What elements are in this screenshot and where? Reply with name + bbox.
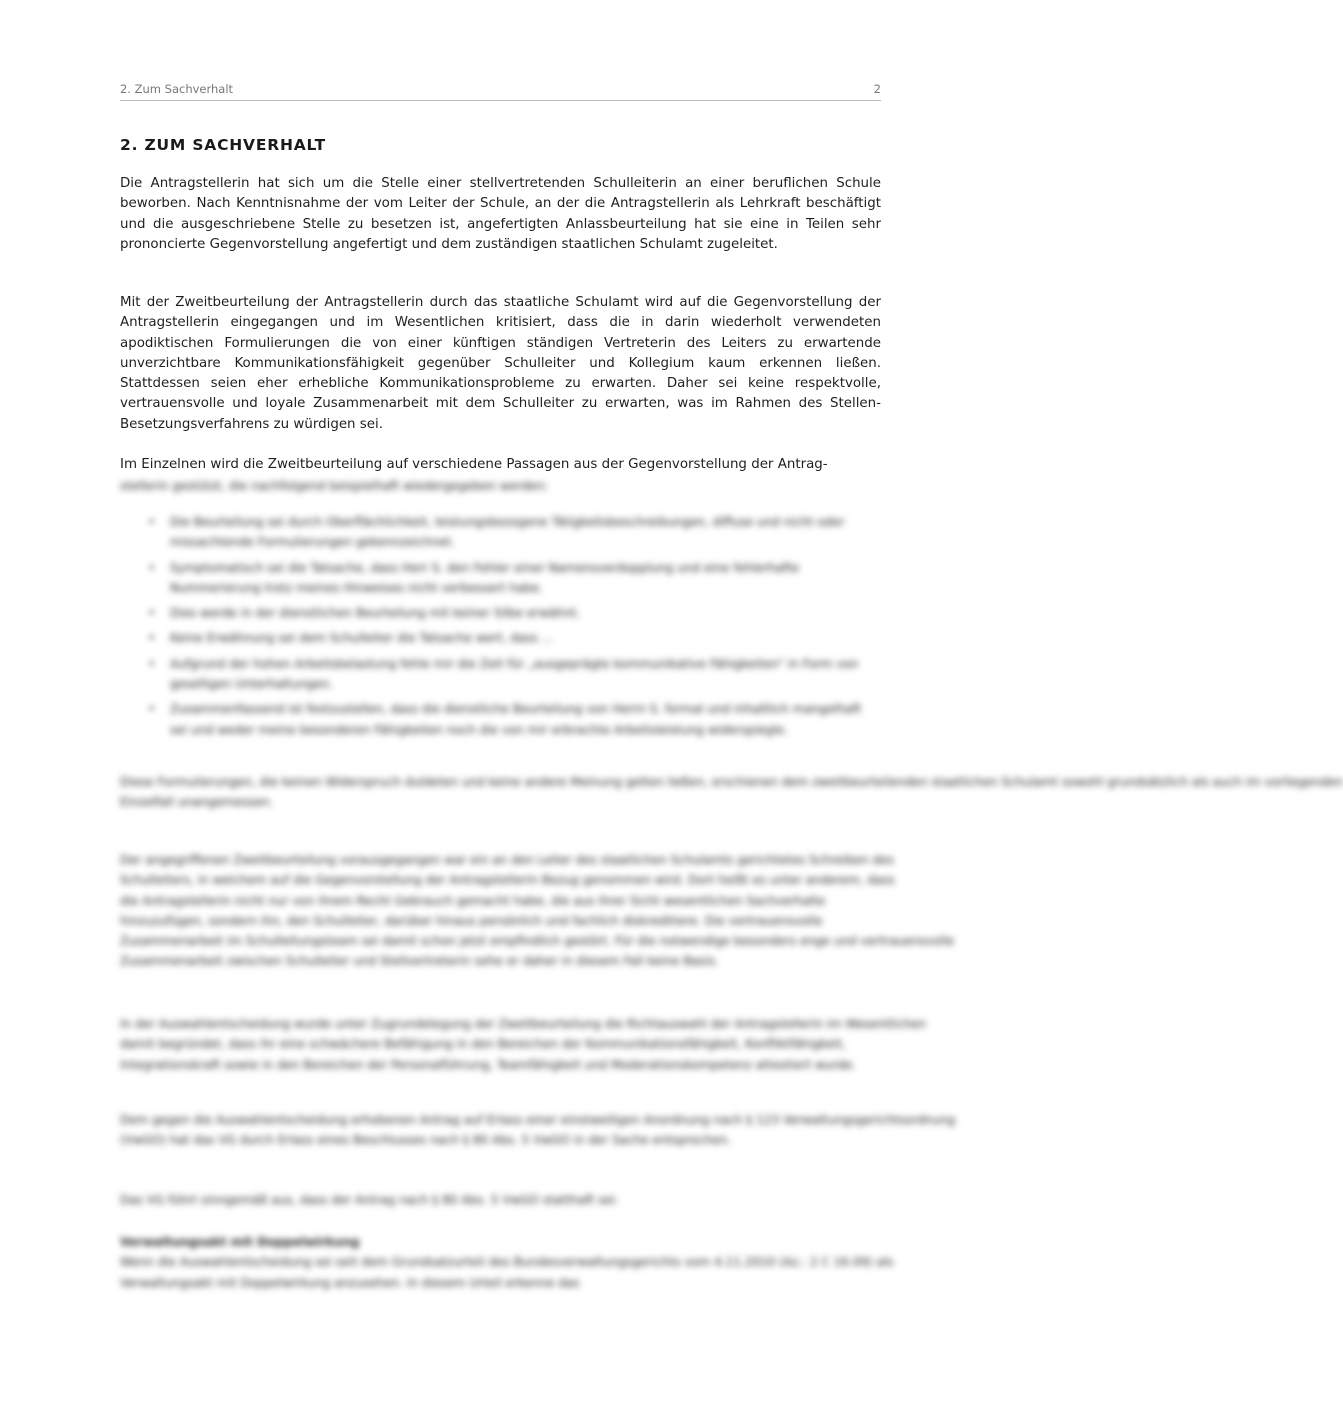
list-item — [148, 512, 881, 553]
blurred-line: Integrationskraft sowie in den Bereichen der Personalführung, Teamfähigkeit und Moderationskompetenz attestiert wurde. — [120, 1057, 856, 1072]
list-item-text: Keine Erwähnung sei dem Schulleiter die Tatsache wert, dass ... — [170, 631, 554, 646]
blurred-line: damit begründet, dass ihr eine schwächere Befähigung in den Bereichen der Kommunikationsfähigkeit, Konfliktfähigkeit, — [120, 1037, 846, 1052]
blurred-paragraph-7 — [120, 1110, 956, 1151]
blurred-line: In der Auswahlentscheidung wurde unter Zugrundelegung der Zweitbeurteilung die Richtauswahl der Antragstellerin im Wesentlichen — [120, 1017, 927, 1031]
header-page-number: 2 — [873, 82, 881, 96]
blurred-paragraph-4 — [120, 772, 1343, 813]
blurred-line: Zusammenarbeit im Schulleitungsteam sei damit schon jetzt empfindlich gestört. Für die notwendige besonders enge und vertrauensvolle — [120, 934, 955, 949]
bullet-icon: • — [148, 606, 156, 621]
bullet-icon: • — [148, 631, 156, 646]
blurred-line: Dem gegen die Auswahlentscheidung erhobenen Antrag auf Erlass einer einstweiligen Anordnung nach § 123 Verwaltungsgerichtsordnung — [120, 1113, 956, 1127]
bullet-icon: • — [148, 560, 156, 575]
list-item-text: Zusammenfassend ist festzustellen, dass die dienstliche Beurteilung von Herrn S. formal und inhaltlich mangelhaft sei und weder meine besonderen Fähigkeiten noch die von mir erbrachte Arbeitsleistung widerspiegle. — [170, 702, 862, 737]
blurred-line: hinzuzufügen, sondern ihn, den Schulleiter, darüber hinaus persönlich und fachlich diskreditiere. Die vertrauensvolle — [120, 913, 823, 928]
blurred-paragraph-8 — [120, 1190, 881, 1210]
blurred-line: die Antragstellerin nicht nur von ihrem Recht Gebrauch gemacht habe, die aus ihrer Sicht wesentlichen Sachverhalte — [120, 893, 826, 908]
header-section-title: 2. Zum Sachverhalt — [120, 82, 234, 96]
blurred-paragraph-3-end — [120, 476, 881, 496]
bullet-icon: • — [148, 702, 156, 717]
list-item — [148, 654, 881, 695]
blurred-line: Einzelfall unangemessen. — [120, 795, 274, 810]
bullet-icon: • — [148, 515, 156, 529]
blurred-subsection — [120, 1232, 894, 1293]
list-item-text: Die Beurteilung sei durch Oberflächlichkeit, leistungsbezogene Tätigkeitsbeschreibungen, diffuse und nicht oder missachtende Formulierungen gekennzeichnet. — [170, 515, 845, 550]
paragraph-2: Mit der Zweitbeurteilung der Antragstellerin durch das staatliche Schulamt wird auf die Gegenvorstellung der Antragstellerin eingegangen und im Wesentlichen kritisiert, dass die in darin wiederholt verwendeten apodiktischen Formulierungen die von einer künftigen ständigen Vertreterin des Leiters zu erwartende unverzichtbare Kommunikationsfähigkeit gegenüber Schulleiter und Kollegium kaum erkennen ließen. Stattdessen seien eher erhebliche Kommunikationsprobleme zu erwarten. Daher sei keine respektvolle, vertrauensvolle und loyale Zusammenarbeit mit dem Schulleiter zu erwarten, was im Rahmen des Stellen-Besetzungsverfahrens zu würdigen sei. — [120, 295, 881, 432]
blurred-paragraph-5 — [120, 850, 955, 972]
paragraph-3: Im Einzelnen wird die Zweitbeurteilung auf verschiedene Passagen aus der Gegenvorstellung der Antrag- — [120, 457, 828, 472]
blurred-bullet-list — [148, 512, 881, 745]
list-item — [148, 628, 881, 648]
blurred-line: Der angegriffenen Zweitbeurteilung vorausgegangen war ein an den Leiter des staatlichen Schulamts gerichtetes Schreiben des — [120, 853, 894, 867]
paragraph-1: Die Antragstellerin hat sich um die Stelle einer stellvertretenden Schulleiterin an einer beruflichen Schule beworben. Nach Kenntnisnahme der vom Leiter der Schule, an der die Antragstellerin als Lehrkraft beschäftigt und die ausgeschriebene Stelle zu besetzen ist, angefertigten Anlassbeurteilung hat sie eine in Teilen sehr prononcierte Gegenvorstellung angefertigt und dem zuständigen staatlichen Schulamt zugeleitet. — [120, 176, 881, 252]
blurred-line: stellerin gestützt, die nachfolgend beispielhaft wiedergegeben werden: — [120, 479, 549, 493]
list-item — [148, 603, 881, 623]
blurred-line: Das VG führt sinngemäß aus, dass der Antrag nach § 80 Abs. 5 VwGO statthaft sei. — [120, 1193, 619, 1207]
list-item — [148, 699, 881, 740]
bullet-icon: • — [148, 656, 156, 671]
blurred-line: Wenn die Auswahlentscheidung sei seit dem Grundsatzurteil des Bundesverwaltungsgerichts vom 4.11.2010 (Az.: 2 C 16.09) als — [120, 1255, 894, 1270]
blurred-line: (VwGO) hat das VG durch Erlass eines Beschlusses nach § 80 Abs. 5 VwGO in der Sache entsprochen. — [120, 1133, 732, 1148]
list-item — [148, 558, 881, 599]
blurred-line: Diese Formulierungen, die keinen Widerspruch duldeten und keine andere Meinung gelten ließen, erschienen dem zweitbeurteilenden staatlichen Schulamt sowohl grundsätzlich als auch im vorliegenden — [120, 775, 1343, 789]
list-item-text: Aufgrund der hohen Arbeitsbelastung fehle mir die Zeit für „ausgeprägte kommunikative Fähigkeiten“ in Form von geselligen Unterhaltungen. — [170, 656, 859, 692]
blurred-line: Verwaltungsakt mit Doppelwirkung anzusehen. In diesem Urteil erkenne das — [120, 1275, 580, 1290]
section-heading: 2. ZUM SACHVERHALT — [120, 136, 326, 154]
list-item-text: Dies werde in der dienstlichen Beurteilung mit keiner Silbe erwähnt. — [170, 606, 581, 621]
blurred-line: Schulleiters, in welchem auf die Gegenvorstellung der Antragstellerin Bezug genommen wird. Dort heißt es unter anderem, dass — [120, 873, 895, 888]
list-item-text: Symptomatisch sei die Tatsache, dass Herr S. den Fehler einer Namensverdopplung und eine fehlerhafte Nummerierung trotz meines Hinweises nicht verbessert habe. — [170, 560, 800, 595]
running-header — [120, 82, 881, 101]
blurred-paragraph-6 — [120, 1014, 927, 1075]
blurred-line: Zusammenarbeit zwischen Schulleiter und Stellvertreterin sehe er daher in diesem Fall keine Basis. — [120, 954, 719, 969]
blurred-subheading: Verwaltungsakt mit Doppelwirkung — [120, 1235, 360, 1249]
